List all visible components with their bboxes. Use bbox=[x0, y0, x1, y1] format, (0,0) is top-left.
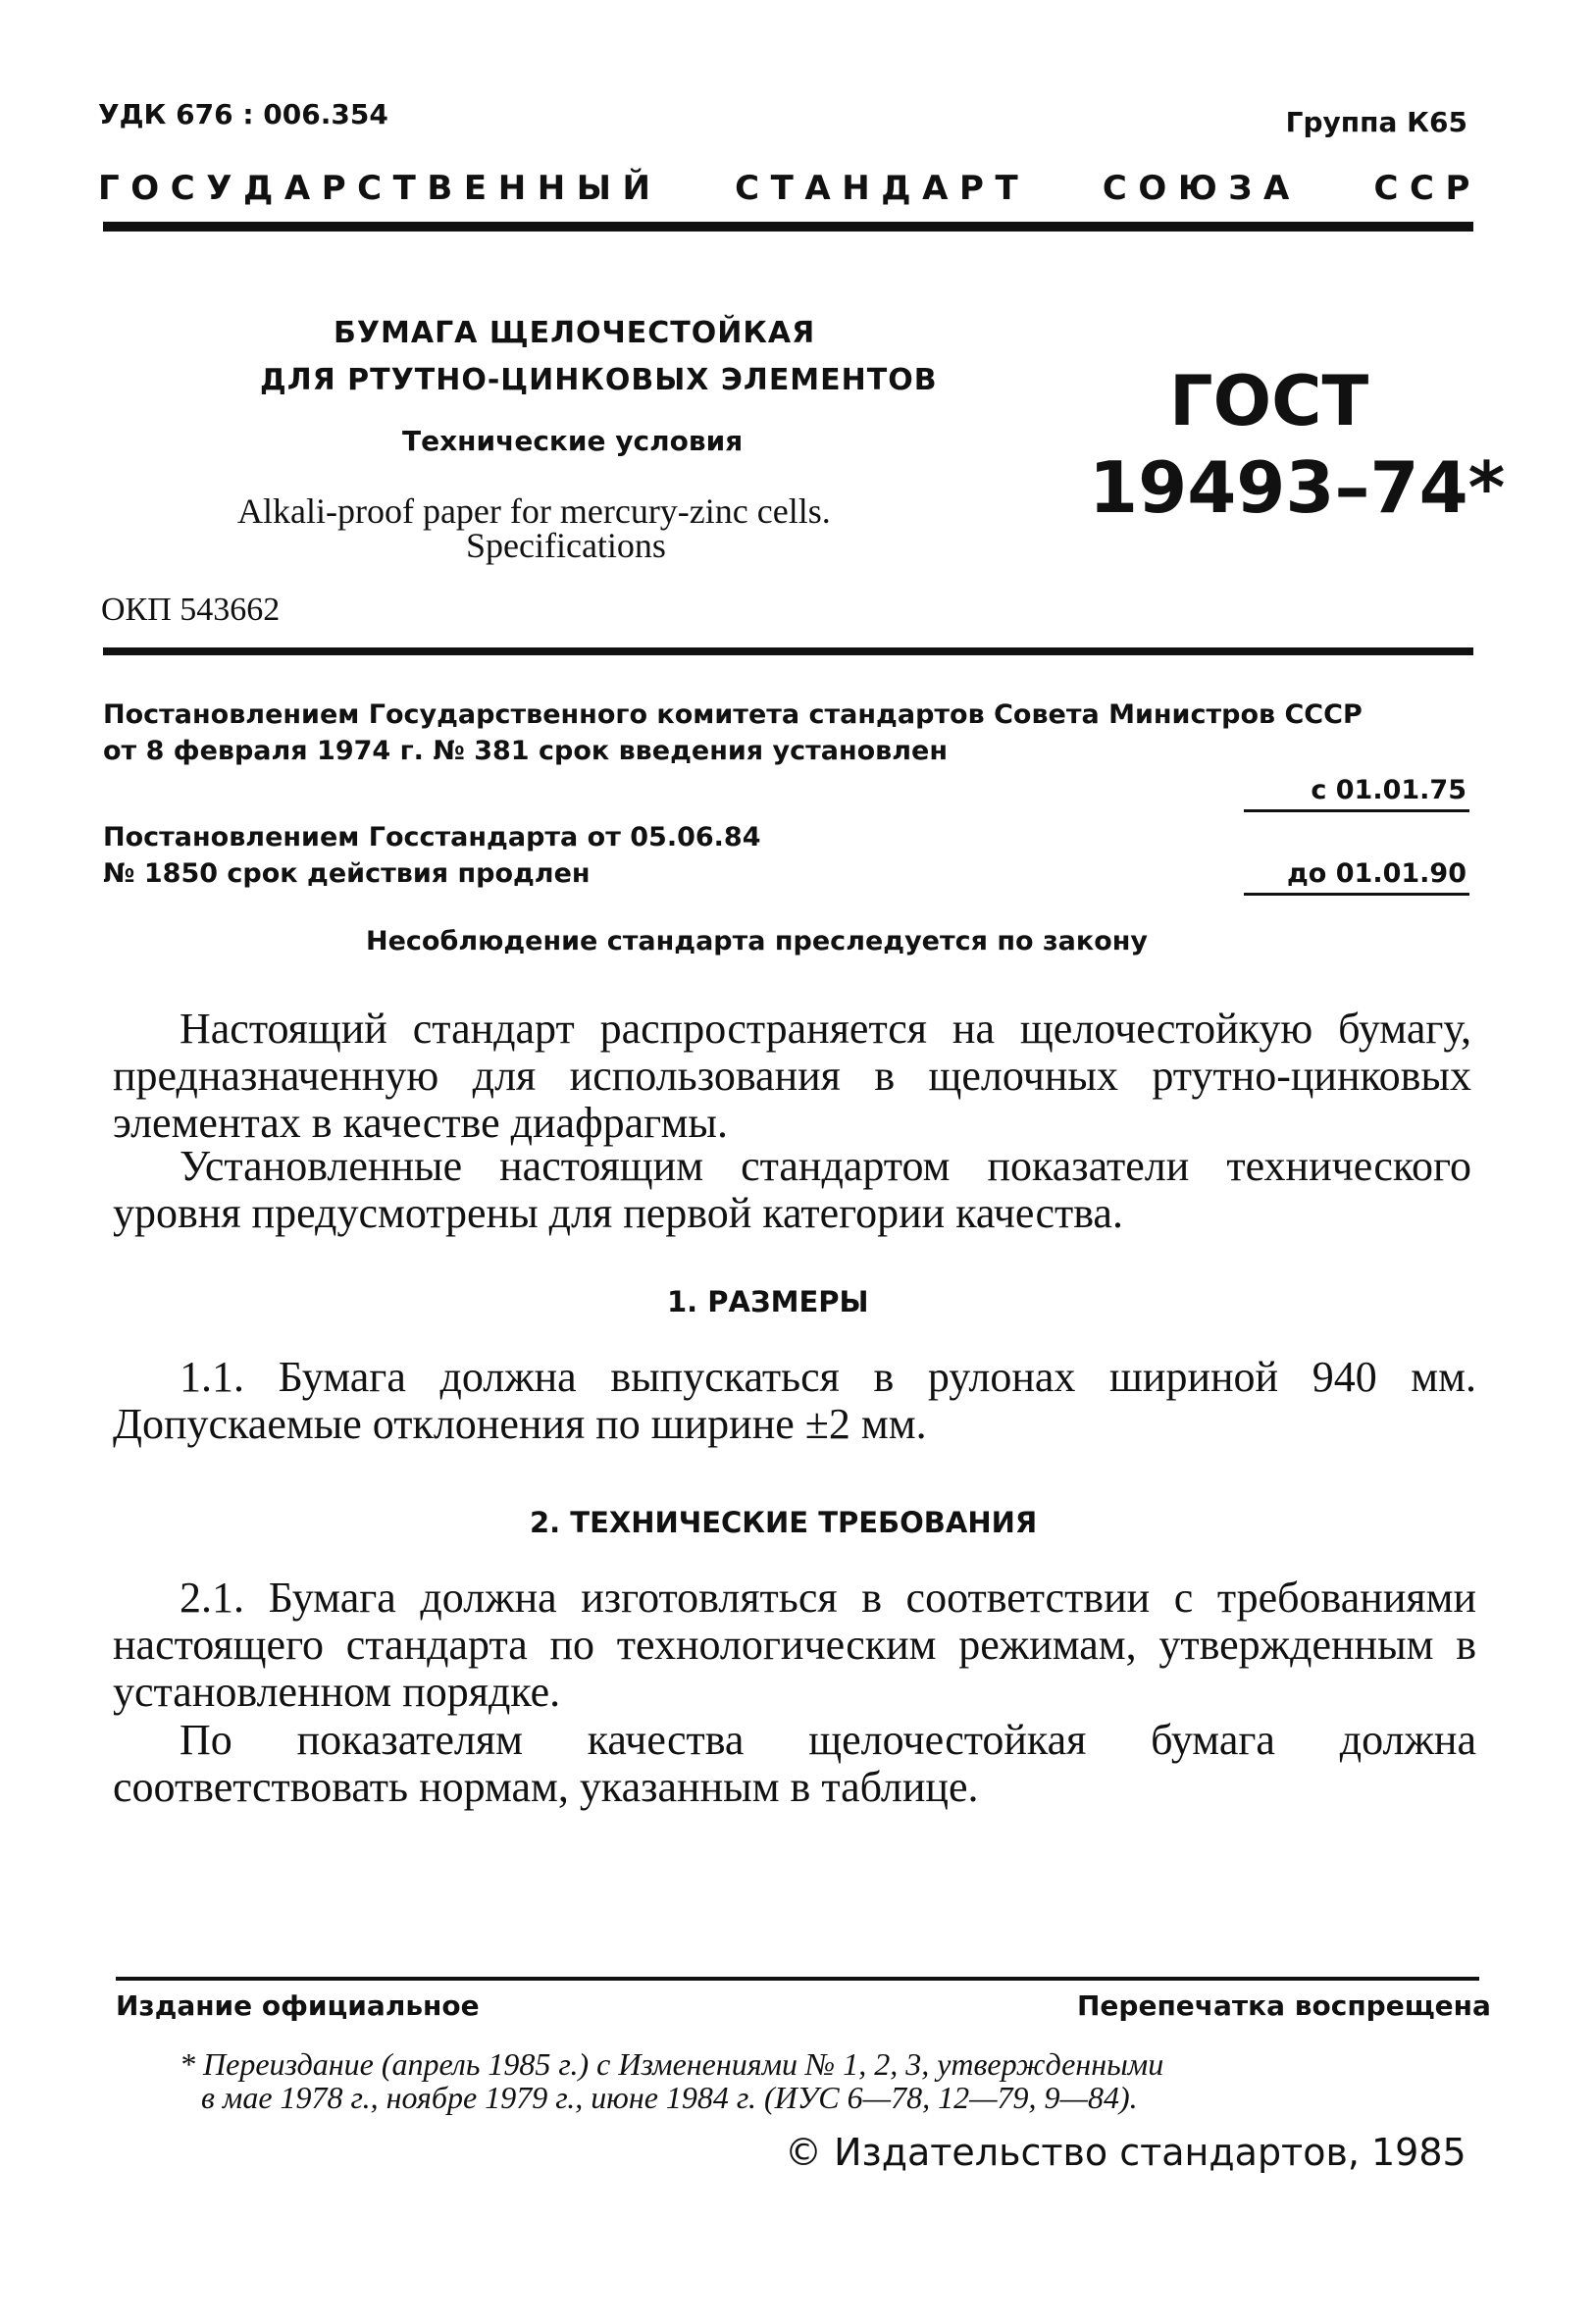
footer-rule bbox=[116, 1977, 1479, 1981]
decree-2-line-1: Постановлением Госстандарта от 05.06.84 bbox=[103, 822, 761, 852]
title-line-2: ДЛЯ РТУТНО-ЦИНКОВЫХ ЭЛЕМЕНТОВ bbox=[260, 363, 938, 397]
decree-1-line-2: от 8 февраля 1974 г. № 381 срок введения установлен bbox=[103, 736, 949, 766]
group-code: Группа К65 bbox=[1285, 106, 1467, 138]
official-edition: Издание официальное bbox=[116, 1989, 480, 2022]
section-2-heading: 2. ТЕХНИЧЕСКИЕ ТРЕБОВАНИЯ bbox=[530, 1506, 1038, 1539]
header-rule bbox=[103, 222, 1473, 232]
gost-label: ГОСТ bbox=[1169, 361, 1369, 441]
enforcement-notice: Несоблюдение стандарта преследуется по закону bbox=[366, 926, 1149, 956]
reissue-note-line-2: в мае 1978 г., ноябре 1979 г., июне 1984 г. (ИУС 6—78, 12—79, 9—84). bbox=[201, 2080, 1138, 2115]
section-2-paragraph-2: По показателям качества щелочестойкая бумага должна соответствовать нормам, указанным в таблице. bbox=[113, 1716, 1476, 1811]
decree-1-date: с 01.01.75 bbox=[1311, 775, 1466, 805]
title-rule bbox=[103, 647, 1473, 655]
decree-2-line-2: № 1850 срок действия продлен bbox=[103, 858, 591, 889]
subtitle: Технические условия bbox=[402, 425, 744, 457]
reprint-prohibited: Перепечатка воспрещена bbox=[1077, 1989, 1491, 2022]
intro-paragraph-1: Настоящий стандарт распространяется на щелочестойкую бумагу, предназначенную для использования в щелочных ртутно-цинковых элементах в качестве диафрагмы. bbox=[113, 1005, 1471, 1147]
section-2-paragraph-1: 2.1. Бумага должна изготовляться в соответствии с требованиями настоящего стандарта по технологическим режимам, утвержденным в установленном порядке. bbox=[113, 1574, 1476, 1716]
section-1-heading: 1. РАЗМЕРЫ bbox=[667, 1285, 869, 1318]
english-title-line-1: Alkali-proof paper for mercury-zinc cells. bbox=[237, 491, 831, 531]
title-line-1: БУМАГА ЩЕЛОЧЕСТОЙКАЯ bbox=[334, 316, 816, 350]
copyright: © Издательство стандартов, 1985 bbox=[785, 2131, 1466, 2174]
intro-paragraph-2: Установленные настоящим стандартом показатели технического уровня предусмотрены для первой категории качества. bbox=[113, 1142, 1471, 1237]
decree-1-date-rule bbox=[1244, 809, 1469, 812]
gost-number: 19493–74* bbox=[1089, 446, 1506, 529]
udk-code: УДК 676 : 006.354 bbox=[98, 98, 388, 130]
decree-1-line-1: Постановлением Государственного комитета стандартов Совета Министров СССР bbox=[103, 699, 1363, 730]
decree-2-date: до 01.01.90 bbox=[1287, 858, 1466, 889]
state-standard-line: ГОСУДАРСТВЕННЫЙ СТАНДАРТ СОЮЗА ССР bbox=[98, 169, 1481, 208]
decree-2-date-rule bbox=[1244, 893, 1469, 896]
reissue-note-line-1: * Переиздание (апрель 1985 г.) с Изменениями № 1, 2, 3, утвержденными bbox=[180, 2046, 1164, 2082]
section-1-paragraph: 1.1. Бумага должна выпускаться в рулонах шириной 940 мм. Допускаемые отклонения по ширине ±2 мм. bbox=[113, 1353, 1476, 1448]
okp-code: ОКП 543662 bbox=[101, 592, 281, 628]
english-title-line-2: Specifications bbox=[466, 526, 666, 565]
